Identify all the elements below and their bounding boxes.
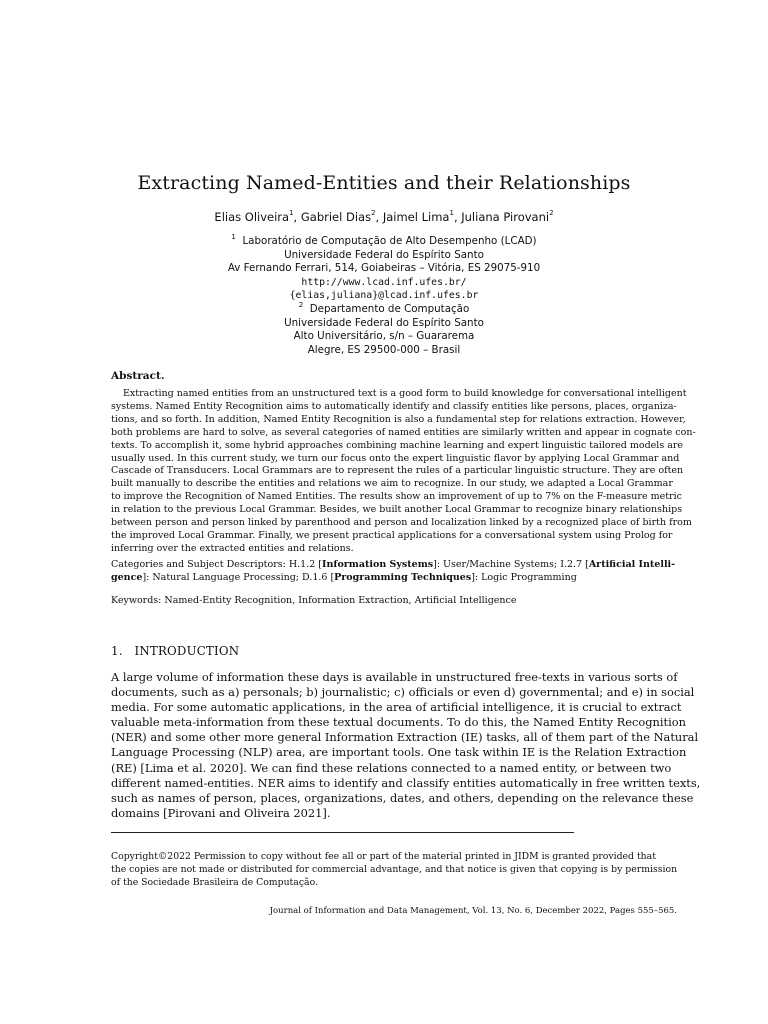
descriptor-text: Categories and Subject Descriptors: H.1.2 [: [111, 559, 322, 570]
affiliation-email[interactable]: {elias,juliana}@lcad.inf.ufes.br: [289, 290, 479, 302]
abstract-line: both problems are hard to solve, as several categories of named entities are similarly written and appear in cognate con-: [111, 426, 696, 438]
abstract-line: in relation to the previous Local Grammar. Besides, we built another Local Grammar to recognize binary relationships: [111, 504, 683, 516]
author-list: Elias Oliveira$^1$, Gabriel Dias$^2$, Jaimel Lima$^1$, Juliana Pirovani$^2$: [214, 209, 554, 224]
copyright-notice: [111, 850, 678, 889]
introduction-body: [111, 670, 701, 821]
author-name: Juliana Pirovani: [461, 210, 550, 224]
copyright-line: the copies are not made or distributed for commercial advantage, and that notice is given that copying is by permission: [111, 864, 678, 875]
body-line: media. For some automatic applications, in the area of artificial intelligence, it is crucial to extract: [111, 700, 682, 715]
footnote-divider: [111, 832, 574, 833]
descriptor-text: ]: Natural Language Processing; D.1.6 [: [142, 571, 335, 583]
keywords: Keywords: Named-Entity Recognition, Information Extraction, Artificial Intelligence: [111, 595, 517, 606]
author-affiliation-marker: 1: [289, 209, 294, 218]
descriptor-text: ]: Logic Programming: [471, 571, 577, 583]
affiliation-marker: 2: [298, 300, 304, 309]
abstract-heading: Abstract.: [111, 370, 165, 382]
affiliation-line: Universidade Federal do Espírito Santo: [284, 316, 484, 329]
affiliation-line: Alto Universitário, s/n – Guararema: [293, 330, 475, 343]
descriptor-text: ]: User/Machine Systems; I.2.7 [: [433, 559, 589, 570]
body-line: documents, such as a) personals; b) journalistic; c) officials or even d) governmental; and e) in social: [111, 685, 695, 700]
abstract-line: Extracting named entities from an unstructured text is a good form to build knowledge for conversational intelligent: [123, 388, 687, 399]
abstract-line: Cascade of Transducers. Local Grammars are to represent the rules of a particular linguistic structure. They are often: [111, 465, 684, 477]
author-name: Jaimel Lima: [382, 210, 450, 224]
body-line: A large volume of information these days is available in unstructured free-texts in various sorts of: [111, 670, 678, 684]
affiliation-text: Departamento de Computação: [309, 302, 470, 315]
author-name: Elias Oliveira: [214, 210, 290, 224]
paper-title: Extracting Named-Entities and their Relationships: [137, 172, 631, 194]
abstract-line: the improved Local Grammar. Finally, we present practical applications for a conversational system using Prolog for: [111, 529, 673, 541]
abstract-line: inferring over the extracted entities and relations.: [111, 542, 354, 554]
affiliations-block: [0, 232, 768, 357]
abstract-body: [111, 388, 696, 556]
body-line: domains [Pirovani and Oliveira 2021].: [111, 805, 331, 820]
body-line: such as names of person, places, organizations, dates, and others, depending on the relevance these: [111, 790, 694, 805]
affiliation-text: Laboratório de Computação de Alto Desempenho (LCAD): [242, 235, 537, 247]
copyright-line: of the Sociedade Brasileira de Computação.: [111, 877, 318, 888]
copyright-line: Copyright©2022 Permission to copy without fee all or part of the material printed in JIDM is granted provided that: [111, 851, 656, 862]
descriptor-line: [111, 572, 678, 585]
author-affiliation-marker: 1: [449, 209, 454, 218]
journal-footer: Journal of Information and Data Management, Vol. 13, No. 6, December 2022, Pages 555–565.: [269, 906, 677, 916]
affiliation-marker: 1: [231, 232, 236, 241]
abstract-line: built manually to describe the entities and relations we aim to recognize. In our study, we adapted a Local Grammar: [111, 478, 673, 490]
affiliation-line: Universidade Federal do Espírito Santo: [284, 248, 484, 261]
affiliation-line: [0, 300, 768, 317]
author-affiliation-marker: 2: [371, 209, 376, 218]
author-affiliation-marker: 2: [549, 209, 554, 218]
descriptor-category: Information Systems: [322, 559, 434, 570]
descriptor-line: [111, 559, 678, 572]
affiliation-line: Alegre, ES 29500-000 – Brasil: [307, 343, 461, 356]
descriptor-category: Artificial Intelli-: [588, 559, 676, 570]
body-line: (NER) and some other more general Information Extraction (IE) tasks, all of them part of the Natural: [111, 730, 699, 745]
descriptor-category: gence: [111, 571, 143, 583]
abstract-line: to improve the Recognition of Named Entities. The results show an improvement of up to 7% on the F-measure metric: [111, 491, 682, 503]
abstract-line: between person and person linked by parenthood and person and localization linked by a recognized place of birth from: [111, 517, 692, 529]
descriptor-category: Programming Techniques: [334, 571, 472, 583]
subject-descriptors: [111, 559, 678, 585]
abstract-line: systems. Named Entity Recognition aims to automatically identify and classify entities like persons, places, organiza-: [111, 400, 677, 412]
body-line: (RE) [Lima et al. 2020]. We can find these relations connected to a named entity, or between two: [111, 760, 672, 775]
body-line: different named-entities. NER aims to identify and classify entities automatically in free written texts,: [111, 775, 701, 790]
body-line: valuable meta-information from these textual documents. To do this, the Named Entity Recognition: [111, 715, 686, 730]
affiliation-line: Av Fernando Ferrari, 514, Goiabeiras – Vitória, ES 29075-910: [227, 262, 541, 275]
abstract-line: usually used. In this current study, we turn our focus onto the expert linguistic flavor by applying Local Grammar and: [111, 452, 680, 464]
affiliation-url[interactable]: http://www.lcad.inf.ufes.br/: [301, 276, 467, 288]
affiliation-line: [0, 232, 768, 249]
section-heading-introduction: 1. INTRODUCTION: [111, 644, 240, 658]
abstract-line: tions, and so forth. In addition, Named Entity Recognition is also a fundamental step for relations extraction. However,: [111, 413, 686, 425]
abstract-line: texts. To accomplish it, some hybrid approaches combining machine learning and expert linguistic tailored models are: [111, 439, 684, 451]
body-line: Language Processing (NLP) area, are important tools. One task within IE is the Relation Extraction: [111, 745, 687, 760]
author-name: Gabriel Dias: [300, 210, 372, 224]
